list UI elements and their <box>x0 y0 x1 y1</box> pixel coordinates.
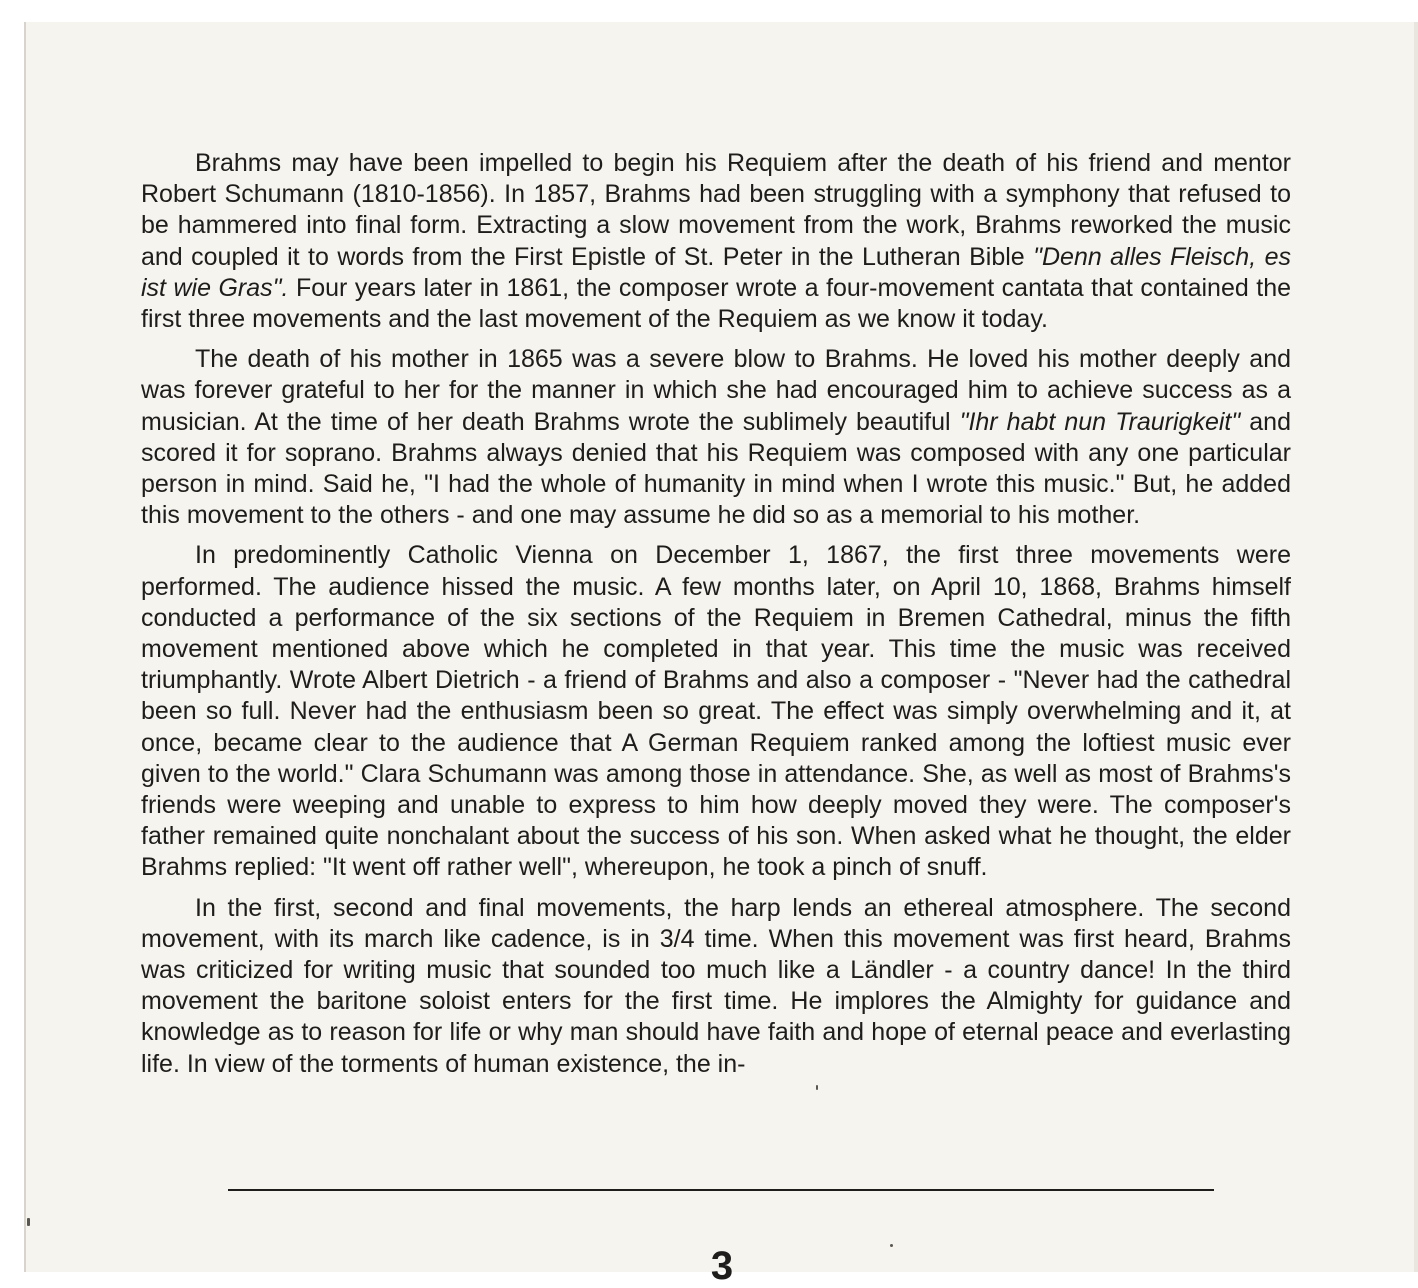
paragraph-1-text-a: Brahms may have been impelled to begin his Requiem after the death of his friend and mentor Robert Schumann (1810-1856). In 1857, Brahms had been struggling with a symphony that refused to be hammered into final form. Extracting a slow movement from the work, Brahms reworked the music and coupled it to words from the First Epistle of St. Peter in the Lutheran Bible <box>141 149 1291 271</box>
paragraph-3 <box>141 540 1291 883</box>
paragraph-1 <box>141 148 1291 335</box>
paragraph-1-text-b: Four years later in 1861, the composer wrote a four-movement cantata that contained the first three movements and the last movement of the Requiem as we know it today. <box>141 273 1292 334</box>
scan-speck <box>890 1244 893 1247</box>
page-edge <box>1414 22 1418 1272</box>
paragraph-3-text: In predominently Catholic Vienna on December 1, 1867, the first three movements were performed. The audience hissed the music. A few months later, on April 10, 1868, Brahms himself conducted a performance of the six sections of the Requiem in Bremen Cathedral, minus the fifth movement mentioned above which he completed in that year. This time the music was received triumphantly. Wrote Albert Dietrich - a friend of Brahms and also a composer - "Never had the cathedral been so full. Never had the enthusiasm been so great. The effect was simply overwhelming and it, at once, became clear to the audience that A German Requiem ranked among the loftiest music ever given to the world." Clara Schumann was among those in attendance. She, as well as most of Brahms's friends were weeping and unable to express to him how deeply moved they were. The composer's father remained quite nonchalant about the success of his son. When asked what he thought, the elder Brahms replied: "It went off rather well", whereupon, he took a pinch of snuff. <box>141 541 1291 882</box>
scan-speck <box>27 1218 30 1226</box>
paragraph-4-text: In the first, second and final movements, the harp lends an ethereal atmosphere. The second movement, with its march like cadence, is in 3/4 time. When this movement was first heard, Brahms was criticized for writing music that sounded too much like a Ländler - a country dance! In the third movement the baritone soloist enters for the first time. He implores the Almighty for guidance and knowledge as to reason for life or why man should have faith and hope of eternal peace and everlasting life. In view of the torments of human existence, the in- <box>141 893 1291 1078</box>
quote-ihr-habt-nun-traurigkeit: "Ihr habt nun Traurigkeit" <box>959 407 1241 436</box>
scan-speck <box>816 1085 818 1090</box>
footer-rule <box>228 1189 1214 1191</box>
paragraph-2-text-a: The death of his mother in 1865 was a severe blow to Brahms. He loved his mother deeply and was forever grateful to her for the manner in which she had encouraged him to achieve success as a musician. At the time of her death Brahms wrote the sublimely beautiful <box>141 345 1291 436</box>
page-number: 3 <box>710 1244 734 1288</box>
paragraph-2 <box>141 344 1291 531</box>
quote-denn-alles-fleisch: "Denn alles Fleisch, es ist wie Gras". <box>141 242 1291 302</box>
paragraph-4 <box>141 893 1291 1080</box>
paragraph-2-text-b: and scored it for soprano. Brahms always denied that his Requiem was composed with any one particular person in mind. Said he, "I had the whole of humanity in mind when I wrote this music." But, he added this movement to the others - and one may assume he did so as a memorial to his mother. <box>141 407 1291 530</box>
body-text <box>141 148 1291 1089</box>
